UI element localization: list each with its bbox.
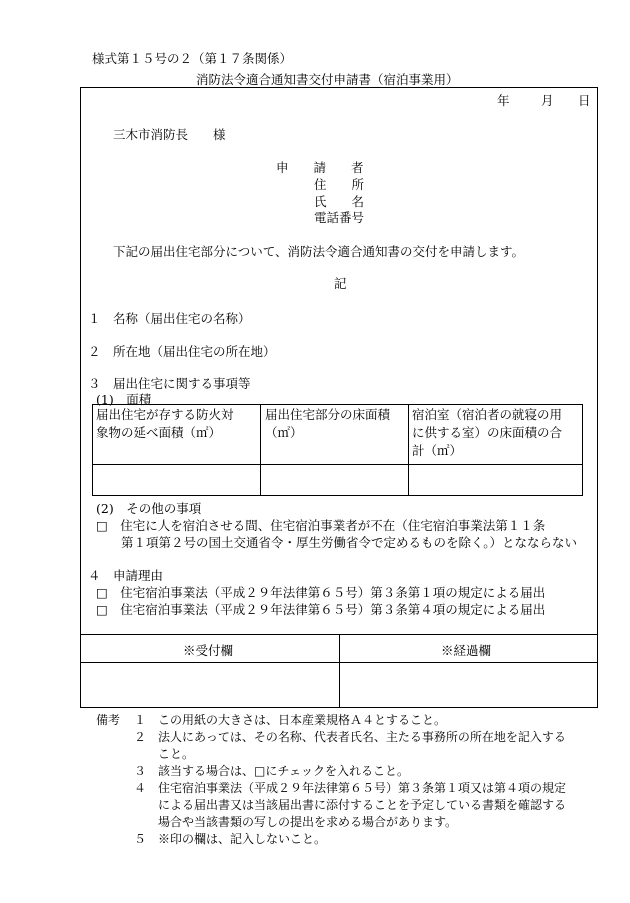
- item-4-reason: ４ 申請理由: [88, 568, 164, 583]
- note-4-cont-1: による届出書又は当該届出書に添付することを予定している書類を確認する: [134, 798, 567, 812]
- item-3-1-area: (1) 面積: [96, 392, 152, 407]
- applicant-phone-label: 電話番号: [314, 210, 365, 225]
- reception-label: ※受付欄: [183, 643, 234, 658]
- note-4: ４ 住宅宿泊事業法（平成２９年法律第６５号）第３条第１項又は第４項の規定: [134, 781, 567, 795]
- reception-divider: [339, 634, 340, 708]
- form-number: 様式第１５号の２（第１７条関係）: [92, 51, 293, 66]
- area-input-guest-room-floor[interactable]: [409, 465, 582, 495]
- date-year: 年: [497, 93, 510, 108]
- note-2-cont: こと。: [134, 747, 195, 761]
- request-text: 下記の届出住宅部分について、消防法令適合通知書の交付を申請します。: [113, 244, 525, 259]
- addressee: 三木市消防長 様: [113, 127, 226, 142]
- notes-label: 備考: [96, 713, 121, 727]
- area-header-guest-room-floor: 宿泊室（宿泊者の就寝の用 に供する室）の床面積の合 計（㎡）: [412, 407, 563, 458]
- applicant-address-label: 住 所: [314, 177, 365, 192]
- date-day: 日: [578, 93, 591, 108]
- item-3-matters: ３ 届出住宅に関する事項等: [88, 376, 251, 391]
- reason-checkbox-2[interactable]: □ 住宅宿泊事業法（平成２９年法律第６５号）第３条第４項の規定による届出: [96, 602, 546, 617]
- note-4-cont-2: 場合や当該書類の写しの提出を求める場合があります。: [134, 815, 458, 829]
- other-checkbox-line-1[interactable]: □ 住宅に人を宿泊させる間、住宅宿泊事業者が不在（住宅宿泊事業法第１１条: [96, 518, 546, 533]
- item-1-name: １ 名称（届出住宅の名称）: [88, 311, 251, 326]
- area-input-residence-floor[interactable]: [261, 465, 407, 495]
- ki-mark: 記: [334, 276, 347, 291]
- other-checkbox-line-2: 第１項第２号の国土交通省令・厚生労働省令で定めるものを除く。）となならない: [96, 535, 578, 550]
- note-2: ２ 法人にあっては、その名称、代表者氏名、主たる事務所の所在地を記入する: [134, 730, 566, 744]
- area-input-total-floor[interactable]: [93, 465, 259, 495]
- note-3: ３ 該当する場合は、□にチェックを入れること。: [134, 764, 409, 778]
- date-month: 月: [541, 93, 554, 108]
- area-header-residence-floor: 届出住宅部分の床面積 （㎡）: [265, 407, 391, 440]
- item-3-2-other: (2) その他の事項: [96, 501, 202, 516]
- area-header-total-floor: 届出住宅が存する防火対 象物の延べ面積（㎡）: [96, 407, 234, 440]
- applicant-heading: 申 請 者: [276, 160, 364, 175]
- form-title: 消防法令適合通知書交付申請書（宿泊事業用）: [196, 72, 459, 87]
- note-5: ５ ※印の欄は、記入しないこと。: [134, 832, 327, 846]
- note-1: １ この用紙の大きさは、日本産業規格Ａ４とすること。: [134, 713, 447, 727]
- progress-label: ※経過欄: [441, 643, 492, 658]
- applicant-name-label: 氏 名: [314, 194, 365, 209]
- item-2-location: ２ 所在地（届出住宅の所在地）: [88, 344, 276, 359]
- reason-checkbox-1[interactable]: □ 住宅宿泊事業法（平成２９年法律第６５号）第３条第１項の規定による届出: [96, 585, 546, 600]
